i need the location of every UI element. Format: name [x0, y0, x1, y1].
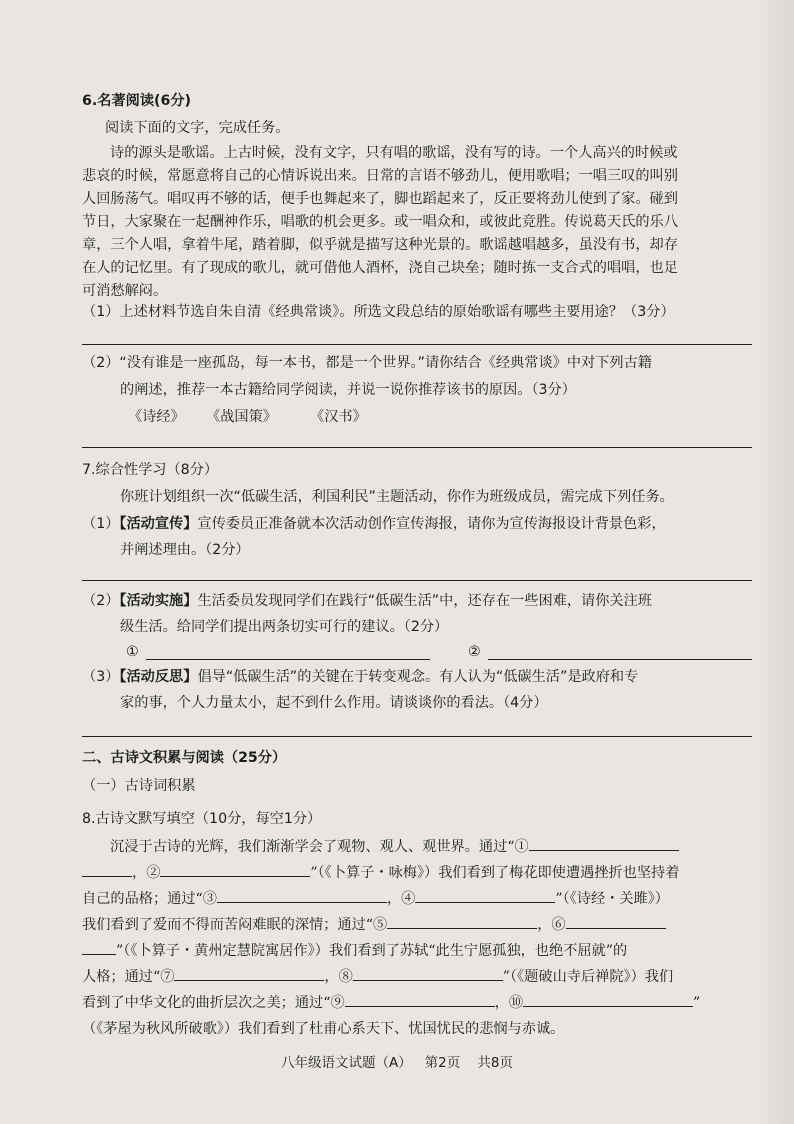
q8-text: ”（《题破山寺后禅院》）我们 — [502, 969, 674, 985]
q7-sub2-line1 — [82, 594, 652, 608]
q7-sub1-number: （1） — [82, 516, 120, 532]
q8-line-5 — [82, 942, 627, 958]
q8-blank-1[interactable] — [529, 838, 679, 851]
q6-passage-line: 人回肠荡气。唱叹再不够的话，便手也舞起来了，脚也蹈起来了，反正要将劲儿使到了家。碰到 — [82, 191, 678, 207]
page-footer — [0, 1051, 794, 1071]
q8-text: 自己的品格；通过“③ — [82, 891, 217, 907]
q7-sub1-tag: 【活动宣传】 — [119, 516, 198, 532]
q7-intro: 你班计划组织一次“低碳生活，利国利民”主题活动，你作为班级成员，需完成下列任务。 — [120, 489, 674, 505]
q7-sub3-tag: 【活动反思】 — [119, 669, 198, 685]
q8-text: 看到了中华文化的曲折层次之美；通过“⑨ — [82, 995, 345, 1011]
q7-sub3-line2: 家的事，个人力量太小，起不到什么作用。请谈谈你的看法。（4分） — [120, 695, 548, 711]
q7-sub2-tag: 【活动实施】 — [119, 593, 198, 609]
q8-text: 沉浸于古诗的光辉，我们渐渐学会了观物、观人、观世界。通过“① — [110, 839, 529, 855]
q8-line-6 — [82, 968, 673, 984]
q6-book-2: 《战国策》 — [206, 409, 277, 425]
q7-sub2-line2: 级生活。给同学们提出两条切实可行的建议。（2分） — [120, 619, 449, 635]
q7-sub3-answer-line[interactable] — [82, 736, 752, 737]
q6-passage-line: 诗的源头是歌谣。上古时候，没有文字，只有唱的歌谣，没有写的诗。一个人高兴的时候或 — [110, 145, 678, 161]
q8-blank-10[interactable] — [523, 994, 693, 1007]
q8-text: ，⑥ — [537, 917, 566, 933]
q7-sub1-text: 宣传委员正准备就本次活动创作宣传海报，请你为宣传海报设计背景色彩， — [197, 516, 666, 532]
q8-line-4 — [82, 916, 666, 932]
q8-line-7 — [82, 994, 700, 1010]
q6-instruction: 阅读下面的文字，完成任务。 — [105, 120, 290, 136]
q8-line-1 — [110, 838, 679, 854]
q7-sub3-text: 倡导“低碳生活”的关键在于转变观念。有人认为“低碳生活”是政府和专 — [197, 669, 639, 685]
q7-sub2-answer-1[interactable] — [146, 659, 430, 660]
q7-title: 7.综合性学习（8分） — [82, 462, 219, 478]
q8-blank-5[interactable] — [387, 916, 537, 929]
q8-text: ，⑩ — [494, 995, 524, 1011]
footer-page-number: 第2页 — [424, 1055, 461, 1071]
q8-text: ”（《卜算子・咏梅》）我们看到了梅花即使遭遇挫折也坚持着 — [310, 865, 680, 881]
q8-blank-9[interactable] — [345, 994, 495, 1007]
q7-sub2-answer-2[interactable] — [488, 659, 752, 660]
q6-sub2-answer-line[interactable] — [82, 447, 752, 448]
q6-passage-line: 悲哀的时候，常愿意将自己的心情诉说出来。日常的言语不够劲儿，便用歌唱；一唱三叹的叫别 — [82, 168, 678, 184]
q8-blank-6-cont[interactable] — [82, 942, 116, 955]
q7-sub1-answer-line[interactable] — [82, 580, 752, 581]
q8-title: 8.古诗文默写填空（10分，每空1分） — [82, 811, 322, 827]
q8-text: ”（《诗经・关雎》） — [555, 891, 669, 907]
q8-line-8: （《茅屋为秋风所破歌》）我们看到了杜甫心系天下、忧国忧民的悲悯与赤诚。 — [82, 1021, 565, 1037]
q7-sub3-line1 — [82, 670, 638, 684]
q6-book-1: 《诗经》 — [128, 409, 185, 425]
q6-sub1-answer-line[interactable] — [82, 344, 752, 345]
q8-text: 我们看到了爱而不得而苦闷难眠的深情；通过“⑤ — [82, 917, 388, 933]
footer-exam-name: 八年级语文试题（A） — [281, 1055, 412, 1071]
q7-sub2-text: 生活委员发现同学们在践行“低碳生活”中，还存在一些困难，请你关注班 — [197, 593, 652, 609]
q6-passage-line: 在人的记忆里。有了现成的歌儿，就可借他人酒杯，浇自己块垒；随时拣一支合式的唱唱，也足 — [82, 260, 678, 276]
q7-sub3-number: （3） — [82, 669, 120, 685]
q6-sub2-line1: （2）“没有谁是一座孤岛，每一本书，都是一个世界。”请你结合《经典常谈》中对下列古籍 — [82, 355, 652, 371]
q7-sub2-number: （2） — [82, 593, 120, 609]
q6-title: 6.名著阅读(6分) — [82, 93, 192, 109]
q8-text: ，② — [132, 865, 161, 881]
q7-sub2-mark-1: ① — [126, 644, 139, 660]
q6-sub1: （1）上述材料节选自朱自清《经典常谈》。所选文段总结的原始歌谣有哪些主要用途？（3分） — [82, 304, 675, 320]
q8-blank-4[interactable] — [415, 890, 555, 903]
q8-blank-8[interactable] — [353, 968, 503, 981]
q8-blank-6[interactable] — [566, 916, 666, 929]
q6-passage-line: 可消愁解闷。 — [82, 283, 168, 299]
q8-line-2 — [82, 864, 679, 880]
q8-blank-1-cont[interactable] — [82, 864, 132, 877]
q7-sub2-mark-2: ② — [468, 644, 481, 660]
q7-sub1-line1 — [82, 517, 666, 531]
q8-blank-7[interactable] — [174, 968, 324, 981]
footer-total-pages: 共8页 — [477, 1055, 513, 1071]
q6-passage-line: 章，三个人唱，拿着牛尾，踏着脚，似乎就是描写这种光景的。歌谣越唱越多，虽没有书，却存 — [82, 237, 678, 253]
section2-title: 二、古诗文积累与阅读（25分） — [82, 750, 287, 766]
q8-text: ”（《卜算子・黄州定慧院寓居作》）我们看到了苏轼“此生宁愿孤独，也绝不屈就”的 — [116, 943, 628, 959]
q7-sub1-line2: 并阐述理由。（2分） — [120, 542, 250, 558]
q8-text: ” — [693, 995, 701, 1011]
q8-text: ，⑧ — [324, 969, 353, 985]
page-edge-shadow — [754, 0, 794, 1124]
q8-blank-2[interactable] — [160, 864, 310, 877]
q8-line-3 — [82, 890, 669, 906]
section2-subtitle: （一）古诗词积累 — [82, 778, 196, 794]
q6-passage-line: 节日，大家聚在一起酬神作乐，唱歌的机会更多。或一唱众和，或彼此竞胜。传说葛天氏的乐八 — [82, 214, 678, 230]
q6-sub2-line2: 的阐述，推荐一本古籍给同学阅读，并说一说你推荐该书的原因。（3分） — [120, 382, 576, 398]
q6-book-3: 《汉书》 — [310, 409, 367, 425]
q8-text: 人格；通过“⑦ — [82, 969, 175, 985]
q8-blank-3[interactable] — [217, 890, 387, 903]
q8-text: ，④ — [386, 891, 416, 907]
